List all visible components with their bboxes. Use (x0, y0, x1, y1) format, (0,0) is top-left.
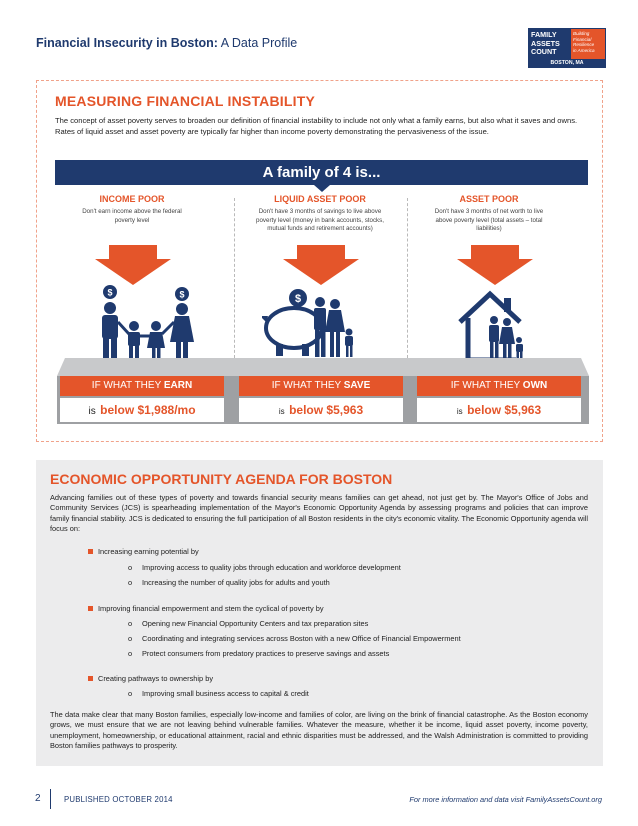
sub-bullet-marker: o (128, 634, 133, 643)
threshold-value: below $5,963 (289, 403, 364, 417)
sub-bullet-marker: o (128, 563, 133, 572)
bullet-text: Increasing earning potential by (98, 547, 199, 556)
tag-prefix: IF WHAT THEY (91, 380, 164, 391)
save-tag (239, 376, 403, 396)
svg-text:$: $ (294, 293, 302, 305)
section2-heading: ECONOMIC OPPORTUNITY AGENDA FOR BOSTON (50, 471, 393, 487)
sub-bullet-marker: o (128, 578, 133, 587)
logo-tag1: Building (573, 31, 590, 36)
sub-bullet-marker: o (128, 689, 133, 698)
bullet-item (88, 547, 199, 556)
earn-tag (60, 376, 224, 396)
column-title: ASSET POOR (459, 194, 519, 204)
family-with-dollar-icon (90, 282, 200, 362)
column-asset-poor (414, 194, 564, 234)
column-liquid-asset-poor (245, 194, 395, 234)
square-bullet-icon (88, 549, 93, 554)
sub-bullet-text: Opening new Financial Opportunity Centers and tax preparation sites (142, 619, 369, 628)
bullet-item (88, 604, 324, 613)
sub-bullet-text: Increasing the number of quality jobs for adults and youth (142, 578, 330, 587)
family-banner: A family of 4 is... (55, 160, 588, 185)
tag-bold: SAVE (343, 380, 371, 391)
earn-threshold (60, 398, 224, 422)
sub-bullet-item (128, 563, 401, 572)
tag-bold: OWN (522, 380, 548, 391)
house-family-icon (456, 290, 532, 362)
down-arrow-icon (93, 245, 173, 285)
bullet-text: Improving financial empowerment and stem the cyclical of poverty by (98, 604, 324, 613)
page-header-title (36, 36, 297, 50)
save-threshold (239, 398, 403, 422)
logo-line3: COUNT (531, 47, 557, 56)
sub-bullet-text: Improving small business access to capital & credit (142, 689, 309, 698)
down-arrow-icon (455, 245, 535, 285)
column-divider (234, 198, 235, 358)
column-income-poor (57, 194, 207, 225)
down-arrow-icon (281, 245, 361, 285)
threshold-value: below $1,988/mo (100, 403, 196, 417)
published-date: PUBLISHED OCTOBER 2014 (64, 795, 173, 804)
svg-text:$: $ (179, 289, 185, 300)
sub-bullet-text: Coordinating and integrating services across Boston with a new Office of Financial Empowerment (142, 634, 461, 643)
logo-tag2: Financial (573, 36, 592, 42)
footer-divider (50, 789, 51, 809)
column-desc: Don't have 3 months of net worth to live above poverty level (total assets – total liabilities) (434, 208, 544, 232)
section2-paragraph1: Advancing families out of these types of poverty and towards financial security means families can get ahead, not just get by. The Mayor's Office of Jobs and Community Services (JCS) is spearheading implementation of the Mayor's Economic Opportunity Agenda by assessing programs and policies that can improve family financial stability. JCS is dedicated to ensuring the full participation of all Boston residents in the city's economic vitality. The Economic Opportunity agenda will focus on: (50, 493, 588, 534)
is-label: is (278, 407, 285, 416)
tag-prefix: IF WHAT THEY (450, 380, 523, 391)
bullet-text: Creating pathways to ownership by (98, 674, 214, 683)
square-bullet-icon (88, 676, 93, 681)
sub-bullet-text: Improving access to quality jobs through education and workforce development (142, 563, 401, 572)
more-info-link[interactable]: For more information and data visit FamilyAssetsCount.org (409, 795, 602, 804)
piggy-bank-family-icon (262, 286, 358, 362)
sub-bullet-item (128, 634, 461, 643)
sub-bullet-marker: o (128, 649, 133, 658)
logo-line1: FAMILY (531, 30, 557, 39)
column-desc: Don't earn income above the federal poverty level (82, 208, 182, 224)
header-title-bold: Financial Insecurity in Boston: (36, 36, 218, 50)
logo-city: BOSTON, MA (529, 59, 605, 68)
section2-paragraph2: The data make clear that many Boston families, especially low-income and families of color, are living on the brink of financial catastrophe. As the Boston economy grows, we must ensure that we are not leaving behind vulnerable families. Whatever the measure, whether it be income, liquid asset poverty, income poverty, unemployment, homeownership, or educational attainment, racial and ethnic disparities must be addressed, and the Walsh Administration is committed to providing Boston families pathways to prosperity. (50, 710, 588, 751)
is-label: is (88, 406, 96, 417)
tag-bold: EARN (163, 380, 193, 391)
section1-heading: MEASURING FINANCIAL INSTABILITY (55, 93, 316, 109)
square-bullet-icon (88, 606, 93, 611)
page-number: 2 (35, 793, 41, 804)
sub-bullet-item (128, 578, 330, 587)
sub-bullet-item (128, 619, 368, 628)
platform-top (57, 358, 589, 376)
sub-bullet-text: Protect consumers from predatory practices to preserve savings and assets (142, 649, 390, 658)
logo-wordmark (529, 29, 571, 59)
bullet-item (88, 674, 213, 683)
family-assets-count-logo (528, 28, 606, 68)
is-label: is (456, 407, 463, 416)
sub-bullet-item (128, 649, 389, 658)
header-title-rest: A Data Profile (217, 36, 298, 50)
sub-bullet-item (128, 689, 309, 698)
own-tag (417, 376, 581, 396)
logo-tagline (571, 29, 605, 59)
logo-line2: ASSETS (531, 38, 560, 48)
column-title: INCOME POOR (99, 194, 165, 204)
tag-prefix: IF WHAT THEY (271, 380, 344, 391)
sub-bullet-marker: o (128, 619, 133, 628)
svg-text:$: $ (107, 287, 113, 298)
column-divider (407, 198, 408, 358)
column-title: LIQUID ASSET POOR (274, 194, 366, 204)
threshold-value: below $5,963 (467, 403, 542, 417)
logo-tag3: Resilience (573, 42, 595, 47)
own-threshold (417, 398, 581, 422)
section1-intro: The concept of asset poverty serves to broaden our definition of financial instability to include not only what a family earns, but also what it saves and owns. Rates of liquid asset and asset poverty are typically far higher than income poverty demonstrating the pervasiveness of the issue. (55, 116, 578, 136)
banner-notch (314, 185, 330, 192)
logo-tag4: in America (573, 47, 595, 53)
column-desc: Don't have 3 months of savings to live above poverty level (money in bank accounts, stocks, mutual funds and retirement accounts) (256, 208, 384, 232)
